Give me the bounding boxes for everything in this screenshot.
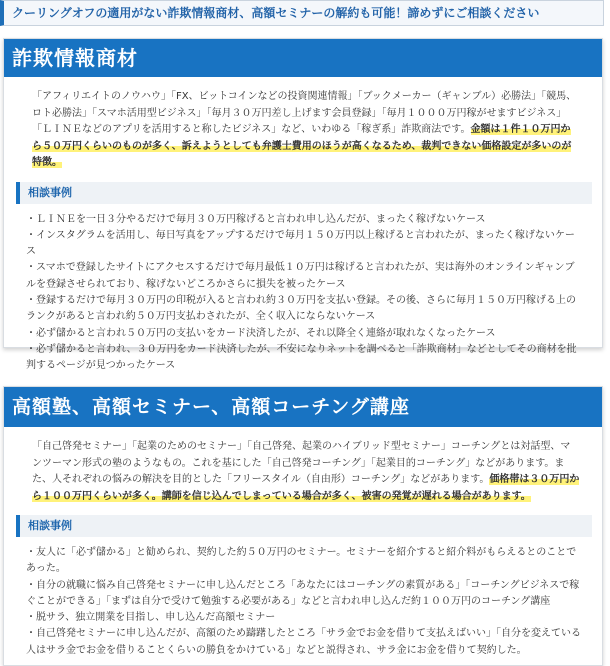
cases-heading: 相談事例 — [16, 182, 592, 204]
intro-highlight: 金額は１件１０万円から５０万円くらいのものが多く、訴えようとしても弁護士費用のほうが高くなるため、裁判できない価格設定が多いのが特徴。 — [32, 124, 572, 168]
cases-list — [26, 212, 582, 375]
banner-text: クーリングオフの適用がない詐欺情報商材、高額セミナーの解約も可能！諦めずにご相談ください — [12, 6, 540, 20]
case-item: ・自己啓発セミナーに申し込んだが、高額のため躊躇したところ「サラ金でお金を借りて支払えばいい」「自分を変えている人はサラ金でお金を借りることくらいの勝負をかけている」などと説得され、サラ金にお金を借りて契約した。 — [26, 628, 581, 656]
section-title: 高額塾、高額セミナー、高額コーチング講座 — [4, 387, 602, 427]
top-banner — [0, 0, 604, 26]
case-item: ・必ず儲かると言われ、３０万円をカード決済したが、不安になりネットを調べると「詐欺商材」などとしてその商材を批判するページが見つかったケース — [26, 343, 577, 372]
intro-text: 「アフィリエイトのノウハウ」「FX、ビットコインなどの投資関連情報」「ブックメーカー（ギャンブル）必勝法」「競馬、ロト必勝法」「スマホ活用型ビジネス」「毎月３０万円差し上げます会員登録」「毎月１０００万円稼がせますビジネス」「ＬＩＮＥなどのアプリを活用すると称したビジネス」など、いわゆる「稼ぎ系」詐欺商法です。 — [32, 91, 577, 135]
case-item: ・必ず儲かると言われ５０万円の支払いをカード決済したが、それ以降全く連絡が取れなくなったケース — [26, 327, 496, 339]
section-intro — [32, 439, 580, 505]
section-title: 詐欺情報商材 — [4, 39, 602, 77]
intro-text: 「自己啓発セミナー」「起業のためのセミナー」「自己啓発、起業のハイブリッド型セミナー」コーチングとは対話型、マンツーマン形式の塾のようなもの。これを基にした「自己啓発コーチング」「起業目的コーチング」などがあります。また、人それぞれの悩みの解決を目的とした「フリースタイル（自由形）コーチング」などがあります。 — [32, 441, 571, 485]
section-intro — [32, 89, 580, 172]
case-item: ・ＬＩＮＥを一日３分やるだけで毎月３０万円稼げると言われ申し込んだが、まったく稼げないケース — [26, 213, 486, 225]
cases-list — [26, 545, 582, 659]
case-item: ・友人に「必ず儲かる」と勧められ、契約した約５０万円のセミナー。セミナーを紹介すると紹介料がもらえるとのことであった。 — [26, 547, 577, 575]
case-item: ・自分の就職に悩み自己啓発セミナーに申し込んだところ「あなたにはコーチングの素質がある」「コーチングビジネスで稼ぐことができる」「まずは自分で受けて勉強する必要がある」などと言われ申し込んだ約１００万円のコーチング講座 — [26, 579, 580, 607]
section-expensive-seminars — [3, 386, 603, 666]
section-fraud-info-products — [3, 38, 603, 372]
case-item: ・インスタグラムを活用し、毎日写真をアップするだけで毎月１５０万円以上稼げると言われたが、まったく稼げないケース — [26, 229, 575, 258]
case-item: ・登録するだけで毎月３０万円の印税が入ると言われ約３０万円を支払い登録。その後、さらに毎月１５０万円稼げる上のランクがあると言われ約５０万円支払わされたが、全く収入にならないケース — [26, 294, 576, 323]
case-item: ・脱サラ、独立開業を目指し、申し込んだ高額セミナー — [26, 612, 276, 624]
case-item: ・スマホで登録したサイトにアクセスするだけで毎月最低１０万円は稼げると言われたが、実は海外のオンラインギャンブルを登録させられており、稼げないどころかさらに損失を被ったケース — [26, 262, 575, 290]
cases-heading: 相談事例 — [16, 515, 592, 537]
intro-highlight: 価格帯は３０万円から１００万円くらいが多く。講師を信じ込んでしまっている場合が多く、被害の発覚が遅れる場合があります。 — [32, 474, 580, 502]
